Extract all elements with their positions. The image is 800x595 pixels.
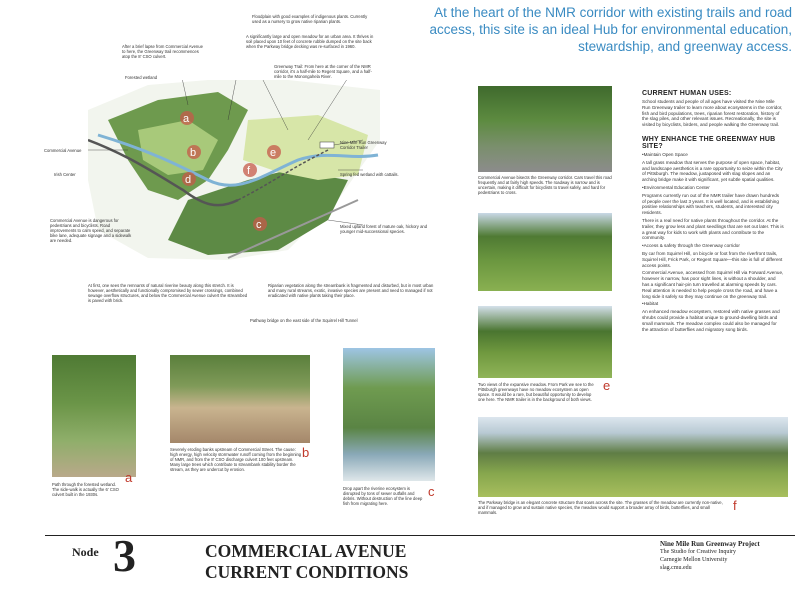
photo-b-caption: Severely eroding banks upstream of Commercial Street. The cause: high energy, high velocity stormwater runoff coming from the beginning of NMR, and from the 8' CSO discharge culvert 100 feet upstream. Many large trees which contribute to streambank stability border the stream, as they are undercut by erosion.	[170, 447, 302, 472]
map-letter-b: b	[190, 147, 197, 159]
callout-riparian: Riparian vegetation along the streambank is fragmented and disturbed, but in most urban and many rural streams, exotic, invasive species are present and need to managed if not eradicated with native plants taking their place.	[268, 283, 434, 298]
native-plants-text: There is a real need for native plants throughout the corridor. At the trailer, they grow less and plant seedlings that are set out later. This is a great way for kids to work with plants and contribute to the community.	[642, 217, 784, 241]
callout-road-danger: Commercial Avenue is dangerous for pedestrians and bicyclists. Road improvements to calm speed, and separate bike lane, adequate signage and a sidewalk are needed.	[50, 218, 132, 243]
open-space-text: A tall grass meadow that serves the purpose of open space, habitat, and landscape aesthetics is a rare opportunity to seize within the City of Pittsburgh. The meadow, juxtaposed with slag slopes and an arching bridge make it with significant, yet subtle spatial qualities.	[642, 159, 783, 183]
current-uses-text: School students and people of all ages have visited the Nine Mile Run Greenway trailer to learn more about ecosystems in the corridor, fish and bird populations, trees, riparian forest restoration, history of the slag piles, and other relevant issues. Recreationally, the site is visited by bicyclists, birders, and people walking the Greenway trail.	[642, 99, 783, 128]
callout-riverine: At first, one sees the remnants of natural riverine beauty along this stretch. It is however, aesthetically and functionally compromised by sewer crossings, combined sewage overflow structures, and below the Commercial Avenue culvert the streambed is paved with brick.	[88, 283, 248, 303]
right-text-column	[642, 90, 784, 332]
photo-e-caption: Two views of the expansive meadow. From Park we see to the Pittsburgh greenways have no meadow ecosystem as open space. It would be a rare, but beautiful opportunity to develop one here. The NMR trailer is in the background of both views.	[478, 382, 594, 402]
callout-irish-center: Irish Center	[54, 172, 76, 177]
callout-spring-wetland: Spring fed wetland with cattails.	[340, 172, 399, 177]
footer-divider	[45, 535, 795, 536]
photo-b-eroding-banks	[170, 355, 310, 443]
studio-name: The Studio for Creative Inquiry	[660, 549, 736, 555]
callout-commercial-avenue: Commercial Avenue	[44, 148, 82, 153]
callout-greenway-trail: Greenway Trail: From here at the corner of the NMR corridor, it's a half-mile to Regent Square, and a half-mile to the Monongahela River.	[274, 64, 372, 79]
photo-commercial-avenue-caption: Commercial Avenue bisects the Greenway corridor. Cars travel this road frequently and at fairly high speeds. The roadway is narrow and is uncertain, making it difficult for bicyclists to travel safely, and hard for pedestrians to cross.	[478, 175, 612, 195]
callout-corridor-trailer: Nine Mile Run Greenway Corridor Trailer	[340, 140, 387, 150]
heading-why-enhance: WHY ENHANCE THE GREENWAY HUB SITE?	[642, 135, 776, 150]
photo-c-caption: Drop apart the riverine ecosystem is disrupted by tons of sewer outfalls and debris. Without destruction of the line deep fish from migrating here.	[343, 486, 423, 506]
project-name: Nine Mile Run Greenway Project	[660, 540, 760, 548]
header-tagline: At the heart of the NMR corridor with existing trails and road access, this site is an ideal Hub for environmental education, stewardship, and greenway access.	[429, 5, 792, 54]
map-letter-c: c	[256, 219, 262, 231]
photo-f-caption: The Parkway bridge is an elegant concrete structure that soars across the site. The grasses of the meadow are currently non-native, and if managed to grow and sustain native species, the meadow would support a broader array of birds, butterflies, and small mammals.	[478, 500, 723, 515]
photo-b-letter: b	[302, 445, 310, 460]
callout-floodplain: Floodplain with good examples of indigenous plants. Currently used as a nursery to grow native riparian plants.	[252, 14, 368, 24]
habitat-heading: •Habitat	[642, 301, 659, 307]
map-letter-e: e	[270, 147, 277, 159]
map-letter-d: d	[185, 174, 192, 186]
commercial-ave-text: Commercial Avenue, accessed from Squirrel Hill via Forward Avenue, however is narrow, has poor sight lines, is without a shoulder, and has a significant hair-pin turn travelled at alarming speeds by cars. Real attention is needed to help people cross the road, and have a long side it safely so they may continue on the greenway trail.	[642, 270, 784, 299]
education-text: Programs currently run out of the NMR trailer have drawn hundreds of people over the last 3 years. It is well located, and is establishing positive relationships with teachers, students, and interested city residents.	[642, 192, 780, 216]
page-title	[205, 541, 408, 583]
callout-forested-wetland: Forested wetland	[125, 75, 158, 80]
node-label: Node	[72, 545, 99, 559]
photo-a-caption: Path through the forested wetland. The side-walk is actually the 6' CSO culvert built in the 1930s.	[52, 482, 119, 497]
callout-pathway-bridge: Pathway bridge on the east side of the Squirrel Hill Tunnel	[250, 318, 358, 323]
open-space-heading: •Maintain Open Space	[642, 151, 688, 157]
access-heading: •Access & safety through the Greenway corridor	[642, 243, 740, 249]
title-line-1: COMMERCIAL AVENUE	[205, 541, 407, 561]
project-url: slag.cmu.edu	[660, 565, 692, 571]
heading-current-uses: CURRENT HUMAN USES:	[642, 90, 732, 97]
photo-f-letter: f	[733, 498, 737, 513]
habitat-text: An enhanced meadow ecosystem, restored with native grasses and shrubs could provide a habitat unique to ground-dwelling birds and small mammals. The meadow complex could also be managed for the attraction of butterflies and migratory song birds.	[642, 309, 780, 332]
project-credits	[660, 540, 760, 572]
map-letter-a: a	[183, 113, 190, 125]
photo-a-forested-path	[52, 355, 136, 477]
node-number: 3	[113, 530, 136, 581]
photo-c-sewer-outfall	[343, 348, 435, 481]
access-text: By car from Squirrel Hill, on bicycle or foot from the riverfront trails, Squirrel Hill, Frick Park, or Regent Square—this site is full of different access points.	[642, 250, 783, 268]
callout-meadow: A significantly large and open meadow for an urban area. It thrives in soil placed upon 10 feet of concrete rubble dumped on the site back when the Parkway bridge decking was re-surfaced in 1960.	[246, 34, 374, 49]
photo-c-letter: c	[428, 484, 435, 499]
photo-e-letter: e	[603, 378, 611, 393]
photo-commercial-avenue	[478, 86, 612, 172]
callout-greenway-trail-lapse: After a brief lapse from Commercial Avenue to here, the Greenway trail recommences atop the 8' CSO culvert.	[122, 44, 203, 59]
map-letter-f: f	[247, 165, 251, 177]
photo-f-panorama	[478, 417, 788, 497]
title-line-2: CURRENT CONDITIONS	[205, 562, 409, 582]
education-heading: •Environmental Education Center	[642, 184, 710, 190]
university-name: Carnegie Mellon University	[660, 557, 728, 563]
photo-a-letter: a	[125, 470, 133, 485]
callout-upland-forest: Mixed upland forest of mature oak, hickory and younger mid-successional species.	[340, 224, 428, 234]
photo-e-meadow-2	[478, 306, 612, 378]
photo-e-meadow-1	[478, 213, 612, 291]
